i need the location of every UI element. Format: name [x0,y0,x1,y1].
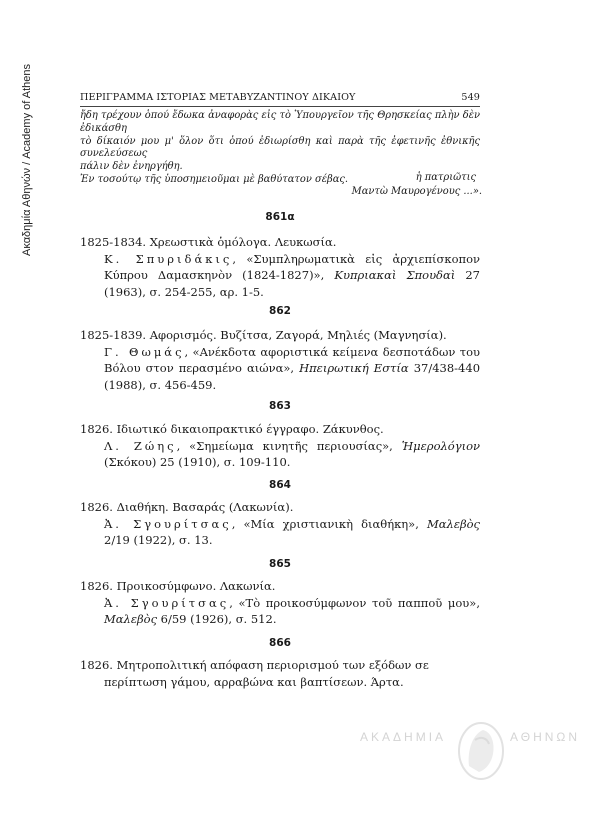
reference-details: 2/19 (1922), σ. 13. [104,533,213,547]
side-label: Ακαδημία Αθηνών / Academy of Athens [21,63,33,257]
journal: Μαλεβὸς [104,612,158,626]
intro-line: πάλιν δὲν ἐνηργήθη. [80,161,183,173]
entry [80,499,480,549]
entry [80,657,480,690]
entry-number: 862 [269,305,291,317]
entry-reference [80,251,480,301]
entry-title: 1826. Προικοσύμφωνο. Λακωνία. [80,579,276,593]
entry-title: 1826. Διαθήκη. Βασαράς (Λακωνία). [80,500,294,514]
entry-reference [80,595,480,628]
closing-line-2: Μαντὼ Μαυρογένους ...». [351,186,482,197]
author: Λ. Ζώης [104,438,177,453]
entry-reference [80,516,480,549]
entry-title: 1825-1834. Χρεωστικὰ ὁμόλογα. Λευκωσία. [80,235,337,249]
intro-line: ἤδη τρέχουν ὁπού ἔδωκα ἀναφορὰς εἰς τὸ Ὑπουργεῖον τῆς Θρησκείας πλὴν δὲν ἐδικάσθη [80,110,480,134]
closing-line-1: ἡ πατριῶτις [415,172,476,183]
entry [80,327,480,393]
reference-title: , «Σημείωμα κινητῆς περιουσίας», [176,438,402,453]
author: Ἀ. Σγουρίτσας [104,516,232,531]
reference-title: , «Συμπληρωματικὰ εἰς ἀρχιεπίσκοπον Κύπρου Δαμασκηνὸν (1824-1827)», [104,251,480,282]
journal: Κυπριακαὶ Σπουδαὶ [334,268,456,282]
reference-details: 37/438-440 (1988), σ. 456-459. [104,361,481,392]
reference-title: , «Ανέκδοτα αφοριστικά κείμενα δεσποτάδων του Βόλου στον περασμένο αιώνα», [104,344,480,375]
reference-details: 27 (1963), σ. 254-255, αρ. 1-5. [104,268,481,299]
reference-title: , «Τὸ προικοσύμφωνον τοῦ παπποῦ μου», [229,595,480,610]
entry-reference [80,344,480,394]
entry-number: 863 [269,400,291,412]
entry [80,421,480,471]
reference-details: 6/59 (1926), σ. 512. [157,612,277,626]
watermark-text-right: ΑΘΗΝΩΝ [510,730,581,744]
entry-title: 1826. Ιδιωτικό δικαιοπρακτικό έγγραφο. Ζάκυνθος. [80,422,384,436]
entry [80,234,480,300]
running-header [80,92,480,107]
entry [80,578,480,628]
entry-number: 864 [269,479,291,491]
journal: Ηπειρωτική Εστία [299,361,409,375]
entry-number: 865 [269,558,291,570]
entry-title: 1826. Μητροπολιτική απόφαση περιορισμού των εξόδων σε περίπτωση γάμου, αρραβώνα και βαπτίσεων. Άρτα. [80,658,429,689]
page-number: 549 [461,92,480,103]
author: Γ. Θωμάς [104,344,185,359]
header-title: ΠΕΡΙΓΡΑΜΜΑ ΙΣΤΟΡΙΑΣ ΜΕΤΑΒΥΖΑΝΤΙΝΟΥ ΔΙΚΑΙΟΥ [80,92,356,103]
journal: Ἡμερολόγιον [401,438,480,453]
author: Κ. Σπυριδάκις [104,251,233,266]
reference-title: , «Μία χριστιανικὴ διαθήκη», [231,516,427,531]
academy-seal-icon [455,720,507,782]
watermark-text-left: ΑΚΑΔΗΜΙΑ [360,730,447,744]
entry-reference [80,438,480,471]
author: Ἀ. Σγουρίτσας [104,595,230,610]
intro-line: Ἐν τοσούτῳ τῆς ὑποσημειοῦμαι μὲ βαθύτατον σέβας. [80,173,349,185]
entry-title: 1825-1839. Αφορισμός. Βυζίτσα, Ζαγορά, Μηλιές (Μαγνησία). [80,328,447,342]
entry-number: 866 [269,637,291,649]
reference-details: (Σκόκου) 25 (1910), σ. 109-110. [104,455,291,469]
journal: Μαλεβὸς [426,516,480,531]
entry-number: 861α [265,211,295,223]
intro-line: τὸ δίκαιόν μου μ' ὅλον ὅτι ὁπού ἐδιωρίσθη καὶ παρὰ τῆς ἐφετινῆς ἐθνικῆς συνελεύσεως [80,135,480,160]
